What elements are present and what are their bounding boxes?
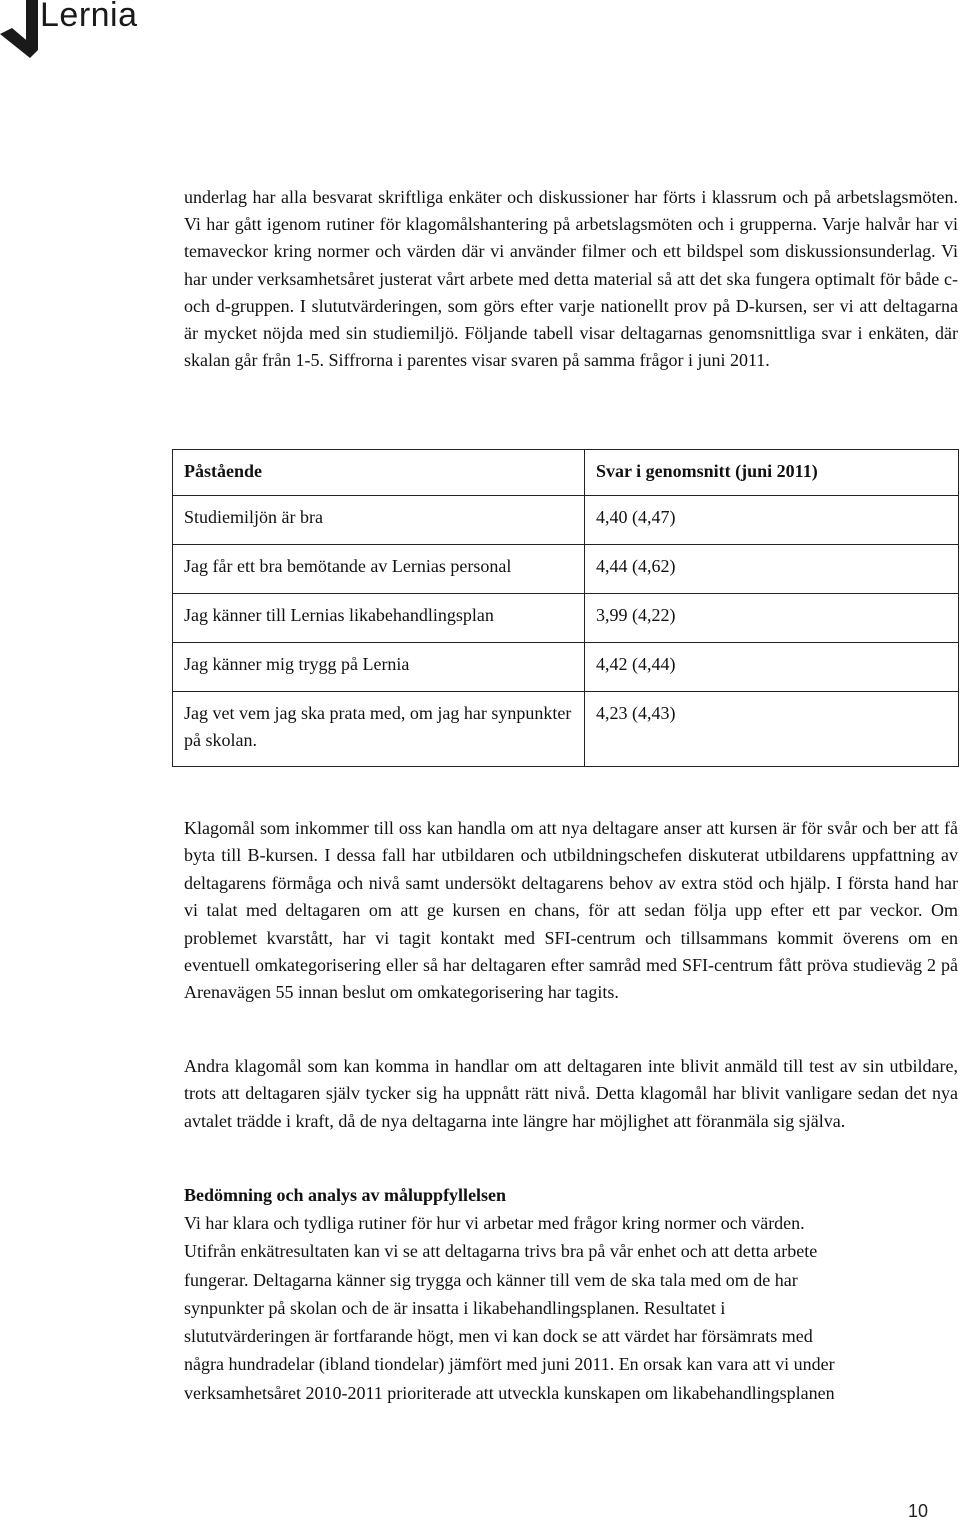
table-header-row [173, 450, 959, 496]
statement-cell: Jag känner mig trygg på Lernia [173, 643, 585, 692]
table-row [173, 643, 959, 692]
average-cell: 4,23 (4,43) [585, 692, 959, 767]
analysis-paragraph [184, 1209, 960, 1407]
analysis-line: Vi har klara och tydliga rutiner för hur vi arbetar med frågor kring normer och värden. [184, 1213, 805, 1233]
statement-cell: Jag vet vem jag ska prata med, om jag har synpunkter på skolan. [173, 692, 585, 767]
average-cell: 4,40 (4,47) [585, 496, 959, 545]
page-number: 10 [907, 1501, 928, 1521]
statement-cell: Studiemiljön är bra [173, 496, 585, 545]
analysis-line: fungerar. Deltagarna känner sig trygga och känner till vem de ska tala med om de har [184, 1269, 798, 1290]
lernia-logo-icon [0, 0, 44, 62]
intro-paragraph: underlag har alla besvarat skriftliga enkäter och diskussioner har förts i klassrum och på arbetslagsmöten. Vi har gått igenom rutiner för klagomålshantering på arbetslagsmöten och i grupperna. Varje halvår har vi temaveckor kring normer och värden där vi använder filmer och ett bildspel som diskussionsunderlag. Vi har under verksamhetsåret justerat vårt arbete med detta material så att det ska fungera optimalt för både c- och d-gruppen. I slututvärderingen, som görs efter varje nationellt prov på D-kursen, ser vi att deltagarna är mycket nöjda med sin studiemiljö. Följande tabell visar deltagarnas genomsnittliga svar i enkäten, där skalan går från 1-5. Siffrorna i parentes visar svaren på samma frågor i juni 2011. [184, 187, 958, 371]
table-row [173, 496, 959, 545]
average-cell: 4,44 (4,62) [585, 545, 959, 594]
statement-cell: Jag känner till Lernias likabehandlingsplan [173, 594, 585, 643]
lernia-logo [0, 0, 140, 60]
table-row [173, 594, 959, 643]
table-row [173, 692, 959, 767]
logo-text: Lernia [40, 0, 138, 34]
complaints-paragraph-1: Klagomål som inkommer till oss kan handla om att nya deltagare anser att kursen är för svår och ber att få byta till B-kursen. I dessa fall har utbildaren och utbildningschefen diskuterat utbildarens uppfattning av deltagarens förmåga och nivå samt undersökt deltagarens behov av extra stöd och hjälp. I första hand har vi talat med deltagaren om att ge kursen en chans, för att sedan följa upp efter ett par veckor. Om problemet kvarstått, har vi tagit kontakt med SFI-centrum och tillsammans kommit överens om en eventuell omkategorisering eller så har deltagaren efter samråd med SFI-centrum fått pröva studieväg 2 på Arenavägen 55 innan beslut om omkategorisering har tagits. [184, 818, 958, 1003]
analysis-line: verksamhetsåret 2010-2011 prioriterade att utveckla kunskapen om likabehandlingsplanen [184, 1382, 835, 1403]
header-average: Svar i genomsnitt (juni 2011) [585, 450, 959, 496]
table-row [173, 545, 959, 594]
analysis-line: synpunkter på skolan och de är insatta i likabehandlingsplanen. Resultatet i [184, 1297, 726, 1318]
average-cell: 4,42 (4,44) [585, 643, 959, 692]
analysis-line: några hundradelar (ibland tiondelar) jämfört med juni 2011. En orsak kan vara att vi under [184, 1354, 835, 1375]
average-cell: 3,99 (4,22) [585, 594, 959, 643]
complaints-paragraph-2: Andra klagomål som kan komma in handlar om att deltagaren inte blivit anmäld till test av sin utbildare, trots att deltagaren själv tycker sig ha uppnått rätt nivå. Detta klagomål har blivit vanligare sedan det nya avtalet trädde i kraft, då de nya deltagarna inte längre har möjlighet att föranmäla sig själva. [184, 1056, 958, 1131]
survey-table [172, 449, 959, 767]
header-statement: Påstående [173, 450, 585, 496]
statement-cell: Jag får ett bra bemötande av Lernias personal [173, 545, 585, 594]
analysis-line: slututvärderingen är fortfarande högt, men vi kan dock se att värdet har försämrats med [184, 1326, 813, 1347]
analysis-heading: Bedömning och analys av måluppfyllelsen [184, 1185, 507, 1205]
analysis-line: Utifrån enkätresultaten kan vi se att deltagarna trivs bra på vår enhet och att detta arbete [184, 1241, 818, 1262]
